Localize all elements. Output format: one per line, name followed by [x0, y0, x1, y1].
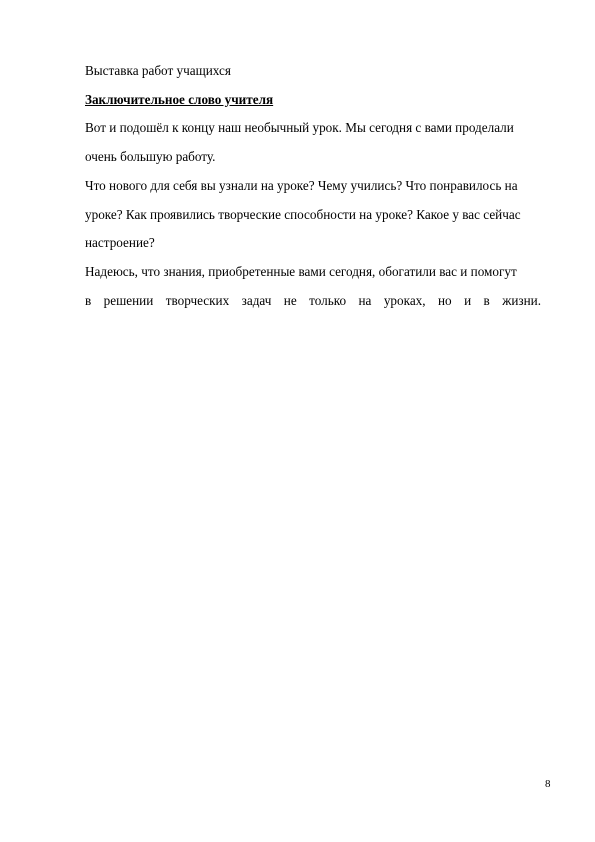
page-content: [85, 57, 541, 315]
justified-word: на: [358, 292, 372, 308]
paragraph-line: очень большую работу.: [85, 149, 216, 165]
justified-word: не: [283, 292, 297, 308]
justified-word: и: [464, 292, 472, 308]
justified-word: решении: [103, 292, 154, 308]
paragraph-line: настроение?: [85, 235, 155, 251]
exhibition-title: Выставка работ учащихся: [85, 63, 231, 78]
paragraph-line: Вот и подошёл к концу наш необычный урок. Мы сегодня с вами проделали: [85, 120, 514, 136]
justified-word: уроках,: [383, 292, 426, 308]
justified-word: только: [309, 292, 347, 308]
page-number: 8: [545, 778, 551, 790]
closing-remarks-heading: Заключительное слово учителя: [85, 91, 274, 107]
justified-word: задач: [241, 292, 272, 308]
justified-word: творческих: [165, 292, 230, 308]
justified-word: в: [85, 292, 92, 308]
justified-word: но: [437, 292, 452, 308]
justified-word: в: [483, 292, 490, 308]
paragraph-line: уроке? Как проявились творческие способности на уроке? Какое у вас сейчас: [85, 206, 521, 222]
justified-paragraph-line: [85, 287, 541, 316]
justified-word: жизни.: [502, 292, 541, 308]
paragraph-line: Надеюсь, что знания, приобретенные вами сегодня, обогатили вас и помогут: [85, 263, 517, 279]
paragraph-line: Что нового для себя вы узнали на уроке? Чему учились? Что понравилось на: [85, 177, 518, 193]
